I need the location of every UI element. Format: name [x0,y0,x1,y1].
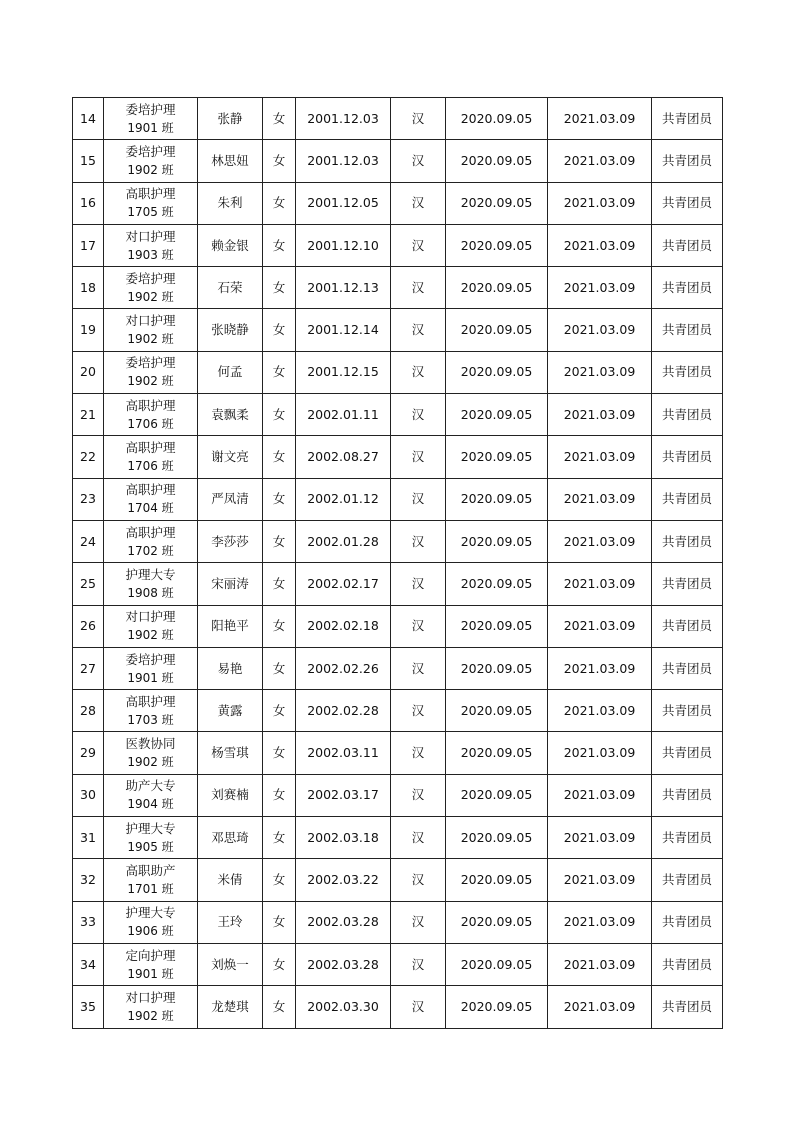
political-status: 共青团员 [652,986,723,1028]
row-number: 15 [73,140,104,182]
table-row [73,690,723,732]
class-major: 对口护理 [125,313,176,329]
class-major: 对口护理 [125,228,176,244]
application-date: 2020.09.05 [446,859,548,901]
table-row [73,605,723,647]
class-code: 1704 班 [127,501,174,516]
class-code: 1902 班 [127,374,174,389]
table-row [73,140,723,182]
table-row [73,986,723,1028]
ethnicity-cell: 汉 [391,267,446,309]
class-major: 高职护理 [125,482,176,498]
gender-cell: 女 [263,647,296,689]
approval-date: 2021.03.09 [548,351,652,393]
birth-date: 2002.03.28 [296,901,391,943]
class-code: 1901 班 [127,120,174,135]
political-status: 共青团员 [652,478,723,520]
ethnicity-cell: 汉 [391,901,446,943]
class-cell [104,859,198,901]
application-date: 2020.09.05 [446,563,548,605]
birth-date: 2001.12.14 [296,309,391,351]
political-status: 共青团员 [652,605,723,647]
gender-cell: 女 [263,774,296,816]
table-row [73,309,723,351]
class-major: 高职助产 [125,862,176,878]
class-major: 高职护理 [125,186,176,202]
student-name: 易艳 [198,647,263,689]
student-name: 李莎莎 [198,520,263,562]
class-cell [104,605,198,647]
student-name: 米倩 [198,859,263,901]
student-name: 何孟 [198,351,263,393]
birth-date: 2001.12.03 [296,98,391,140]
row-number: 21 [73,394,104,436]
class-major: 医教协同 [125,736,176,752]
class-major: 委培护理 [125,651,176,667]
student-name: 林思妞 [198,140,263,182]
gender-cell: 女 [263,478,296,520]
ethnicity-cell: 汉 [391,309,446,351]
class-major: 委培护理 [125,143,176,159]
political-status: 共青团员 [652,647,723,689]
class-code: 1902 班 [127,1008,174,1023]
class-cell [104,901,198,943]
birth-date: 2001.12.05 [296,182,391,224]
application-date: 2020.09.05 [446,98,548,140]
class-cell [104,520,198,562]
application-date: 2020.09.05 [446,986,548,1028]
class-major: 高职护理 [125,440,176,456]
student-name: 刘焕一 [198,943,263,985]
approval-date: 2021.03.09 [548,732,652,774]
gender-cell: 女 [263,394,296,436]
approval-date: 2021.03.09 [548,986,652,1028]
approval-date: 2021.03.09 [548,224,652,266]
row-number: 28 [73,690,104,732]
application-date: 2020.09.05 [446,309,548,351]
application-date: 2020.09.05 [446,647,548,689]
class-cell [104,478,198,520]
ethnicity-cell: 汉 [391,98,446,140]
class-cell [104,943,198,985]
gender-cell: 女 [263,732,296,774]
row-number: 29 [73,732,104,774]
student-name: 谢文亮 [198,436,263,478]
row-number: 14 [73,98,104,140]
table-row [73,182,723,224]
gender-cell: 女 [263,267,296,309]
application-date: 2020.09.05 [446,690,548,732]
class-code: 1706 班 [127,416,174,431]
political-status: 共青团员 [652,690,723,732]
class-code: 1903 班 [127,247,174,262]
student-name: 张静 [198,98,263,140]
ethnicity-cell: 汉 [391,478,446,520]
class-code: 1901 班 [127,670,174,685]
row-number: 20 [73,351,104,393]
application-date: 2020.09.05 [446,394,548,436]
student-name: 严凤清 [198,478,263,520]
gender-cell: 女 [263,520,296,562]
political-status: 共青团员 [652,732,723,774]
table-row [73,267,723,309]
class-code: 1902 班 [127,162,174,177]
table-row [73,943,723,985]
birth-date: 2002.03.28 [296,943,391,985]
class-cell [104,563,198,605]
ethnicity-cell: 汉 [391,605,446,647]
table-row [73,901,723,943]
class-major: 委培护理 [125,101,176,117]
class-major: 护理大专 [125,566,176,582]
class-code: 1905 班 [127,839,174,854]
class-cell [104,394,198,436]
approval-date: 2021.03.09 [548,901,652,943]
gender-cell: 女 [263,690,296,732]
row-number: 26 [73,605,104,647]
political-status: 共青团员 [652,98,723,140]
birth-date: 2002.03.11 [296,732,391,774]
application-date: 2020.09.05 [446,478,548,520]
approval-date: 2021.03.09 [548,817,652,859]
row-number: 32 [73,859,104,901]
class-cell [104,224,198,266]
student-name: 朱利 [198,182,263,224]
political-status: 共青团员 [652,309,723,351]
student-name: 赖金银 [198,224,263,266]
class-code: 1706 班 [127,459,174,474]
political-status: 共青团员 [652,351,723,393]
class-major: 对口护理 [125,609,176,625]
class-major: 护理大专 [125,905,176,921]
birth-date: 2001.12.15 [296,351,391,393]
class-major: 对口护理 [125,989,176,1005]
row-number: 19 [73,309,104,351]
gender-cell: 女 [263,986,296,1028]
student-name: 阳艳平 [198,605,263,647]
approval-date: 2021.03.09 [548,647,652,689]
gender-cell: 女 [263,351,296,393]
approval-date: 2021.03.09 [548,182,652,224]
approval-date: 2021.03.09 [548,859,652,901]
birth-date: 2002.03.30 [296,986,391,1028]
gender-cell: 女 [263,859,296,901]
political-status: 共青团员 [652,267,723,309]
ethnicity-cell: 汉 [391,690,446,732]
row-number: 31 [73,817,104,859]
student-name: 刘赛楠 [198,774,263,816]
ethnicity-cell: 汉 [391,140,446,182]
row-number: 17 [73,224,104,266]
ethnicity-cell: 汉 [391,563,446,605]
application-date: 2020.09.05 [446,943,548,985]
birth-date: 2002.02.26 [296,647,391,689]
class-major: 护理大专 [125,820,176,836]
class-major: 高职护理 [125,524,176,540]
row-number: 23 [73,478,104,520]
political-status: 共青团员 [652,436,723,478]
gender-cell: 女 [263,309,296,351]
row-number: 27 [73,647,104,689]
table-row [73,859,723,901]
application-date: 2020.09.05 [446,520,548,562]
application-date: 2020.09.05 [446,267,548,309]
approval-date: 2021.03.09 [548,478,652,520]
class-cell [104,309,198,351]
application-date: 2020.09.05 [446,351,548,393]
row-number: 30 [73,774,104,816]
ethnicity-cell: 汉 [391,774,446,816]
approval-date: 2021.03.09 [548,943,652,985]
application-date: 2020.09.05 [446,605,548,647]
birth-date: 2002.02.17 [296,563,391,605]
ethnicity-cell: 汉 [391,943,446,985]
class-cell [104,817,198,859]
row-number: 35 [73,986,104,1028]
student-name: 邓思琦 [198,817,263,859]
row-number: 16 [73,182,104,224]
row-number: 33 [73,901,104,943]
application-date: 2020.09.05 [446,140,548,182]
member-roster-table [72,97,723,1029]
political-status: 共青团员 [652,817,723,859]
class-code: 1908 班 [127,585,174,600]
application-date: 2020.09.05 [446,901,548,943]
approval-date: 2021.03.09 [548,309,652,351]
row-number: 18 [73,267,104,309]
class-cell [104,436,198,478]
ethnicity-cell: 汉 [391,859,446,901]
gender-cell: 女 [263,98,296,140]
class-code: 1703 班 [127,712,174,727]
class-major: 定向护理 [125,947,176,963]
political-status: 共青团员 [652,901,723,943]
approval-date: 2021.03.09 [548,436,652,478]
political-status: 共青团员 [652,943,723,985]
application-date: 2020.09.05 [446,224,548,266]
gender-cell: 女 [263,563,296,605]
approval-date: 2021.03.09 [548,267,652,309]
ethnicity-cell: 汉 [391,817,446,859]
application-date: 2020.09.05 [446,774,548,816]
gender-cell: 女 [263,943,296,985]
ethnicity-cell: 汉 [391,224,446,266]
gender-cell: 女 [263,436,296,478]
class-cell [104,647,198,689]
class-code: 1904 班 [127,797,174,812]
class-major: 委培护理 [125,355,176,371]
student-name: 石荣 [198,267,263,309]
ethnicity-cell: 汉 [391,182,446,224]
political-status: 共青团员 [652,774,723,816]
application-date: 2020.09.05 [446,732,548,774]
ethnicity-cell: 汉 [391,732,446,774]
approval-date: 2021.03.09 [548,563,652,605]
birth-date: 2002.08.27 [296,436,391,478]
ethnicity-cell: 汉 [391,436,446,478]
birth-date: 2002.02.28 [296,690,391,732]
gender-cell: 女 [263,140,296,182]
table-row [73,732,723,774]
approval-date: 2021.03.09 [548,520,652,562]
class-code: 1902 班 [127,628,174,643]
table-row [73,436,723,478]
class-cell [104,774,198,816]
table-row [73,98,723,140]
approval-date: 2021.03.09 [548,394,652,436]
gender-cell: 女 [263,182,296,224]
gender-cell: 女 [263,224,296,266]
birth-date: 2002.01.12 [296,478,391,520]
class-major: 助产大专 [125,778,176,794]
birth-date: 2001.12.03 [296,140,391,182]
ethnicity-cell: 汉 [391,986,446,1028]
class-code: 1705 班 [127,205,174,220]
birth-date: 2002.01.11 [296,394,391,436]
ethnicity-cell: 汉 [391,351,446,393]
class-cell [104,986,198,1028]
political-status: 共青团员 [652,182,723,224]
gender-cell: 女 [263,817,296,859]
table-row [73,563,723,605]
birth-date: 2002.03.22 [296,859,391,901]
birth-date: 2002.01.28 [296,520,391,562]
ethnicity-cell: 汉 [391,520,446,562]
class-cell [104,182,198,224]
row-number: 24 [73,520,104,562]
application-date: 2020.09.05 [446,817,548,859]
political-status: 共青团员 [652,224,723,266]
class-cell [104,690,198,732]
class-cell [104,140,198,182]
class-code: 1701 班 [127,881,174,896]
row-number: 34 [73,943,104,985]
table-row [73,224,723,266]
political-status: 共青团员 [652,520,723,562]
class-major: 高职护理 [125,693,176,709]
class-major: 委培护理 [125,270,176,286]
table-row [73,774,723,816]
class-code: 1702 班 [127,543,174,558]
student-name: 龙楚琪 [198,986,263,1028]
class-cell [104,267,198,309]
political-status: 共青团员 [652,859,723,901]
table-row [73,394,723,436]
table-row [73,647,723,689]
class-code: 1906 班 [127,924,174,939]
approval-date: 2021.03.09 [548,98,652,140]
student-name: 袁飘柔 [198,394,263,436]
birth-date: 2002.02.18 [296,605,391,647]
application-date: 2020.09.05 [446,436,548,478]
birth-date: 2001.12.10 [296,224,391,266]
application-date: 2020.09.05 [446,182,548,224]
class-cell [104,351,198,393]
class-code: 1902 班 [127,332,174,347]
birth-date: 2002.03.18 [296,817,391,859]
row-number: 25 [73,563,104,605]
ethnicity-cell: 汉 [391,647,446,689]
political-status: 共青团员 [652,140,723,182]
approval-date: 2021.03.09 [548,605,652,647]
roster-body [73,98,723,1029]
student-name: 杨雪琪 [198,732,263,774]
table-row [73,478,723,520]
student-name: 黄露 [198,690,263,732]
class-code: 1902 班 [127,289,174,304]
class-code: 1902 班 [127,755,174,770]
table-row [73,351,723,393]
table-row [73,520,723,562]
political-status: 共青团员 [652,394,723,436]
approval-date: 2021.03.09 [548,690,652,732]
table-row [73,817,723,859]
political-status: 共青团员 [652,563,723,605]
student-name: 宋丽涛 [198,563,263,605]
birth-date: 2002.03.17 [296,774,391,816]
class-cell [104,98,198,140]
student-name: 张晓静 [198,309,263,351]
gender-cell: 女 [263,605,296,647]
ethnicity-cell: 汉 [391,394,446,436]
approval-date: 2021.03.09 [548,140,652,182]
student-name: 王玲 [198,901,263,943]
class-cell [104,732,198,774]
class-major: 高职护理 [125,397,176,413]
birth-date: 2001.12.13 [296,267,391,309]
approval-date: 2021.03.09 [548,774,652,816]
class-code: 1901 班 [127,966,174,981]
gender-cell: 女 [263,901,296,943]
row-number: 22 [73,436,104,478]
